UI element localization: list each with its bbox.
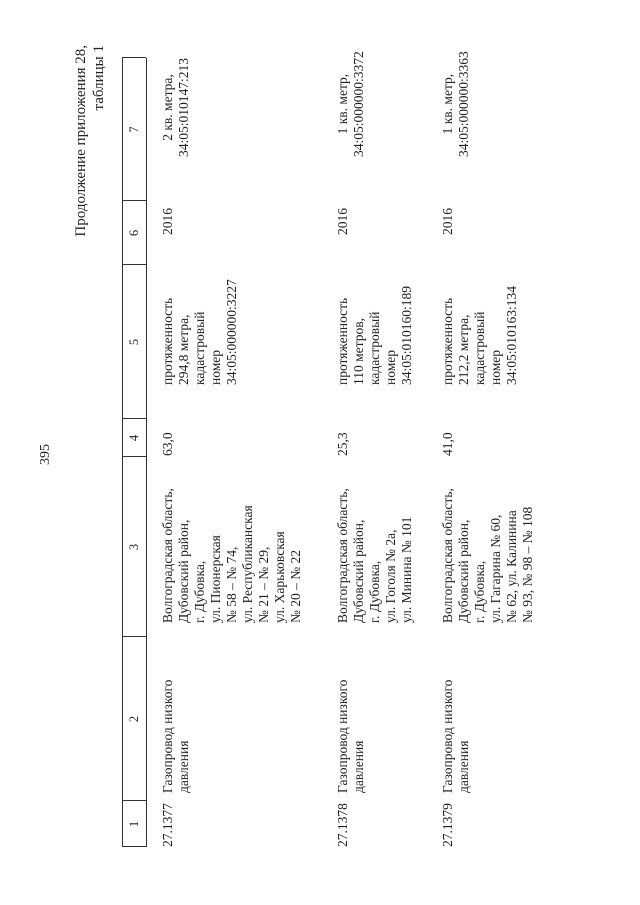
row-3-address-line: № 62, ул. Калинина: [504, 510, 519, 623]
row-1-address-line: Волгоградская область,: [160, 488, 175, 623]
row-3-desc-line: 212,2 метра,: [456, 314, 471, 385]
row-2-value: 25,3: [335, 432, 350, 456]
row-3-value: 41,0: [440, 432, 455, 456]
col-header-2: 2: [127, 715, 141, 723]
row-2-desc: [335, 286, 415, 385]
row-1-value: 63,0: [160, 432, 175, 456]
row-3-address: [440, 488, 536, 623]
row-2-address-line: Волгоградская область,: [335, 488, 350, 623]
continuation-line-1: Продолжение приложения 28,: [73, 45, 89, 237]
row-1-address-line: Дубовский район,: [176, 519, 191, 623]
row-2-address: [335, 488, 415, 623]
row-1-area-line: 2 кв. метра,: [160, 74, 175, 141]
row-3-num: 27.1379: [440, 803, 455, 847]
col-header-6: 6: [127, 229, 141, 237]
row-1-address-line: ул. Республиканская: [240, 505, 255, 623]
row-3-year: 2016: [440, 208, 455, 235]
row-2-name: Газопровод низкого давления: [335, 679, 366, 793]
row-2-area: [335, 51, 367, 157]
col-header-7: 7: [127, 126, 141, 133]
row-1-desc-line: 34:05:000000:3227: [224, 279, 239, 385]
table-top-border: [122, 58, 123, 847]
continuation-caption: [72, 45, 108, 305]
row-1-year: 2016: [160, 208, 175, 235]
row-2-year: 2016: [335, 208, 350, 235]
col-header-5: 5: [127, 338, 141, 346]
row-1-name: Газопровод низкого давления: [160, 679, 191, 793]
row-2-num: 27.1378: [335, 803, 350, 847]
row-3-desc-line: кадастровый: [472, 311, 487, 385]
row-3-name: Газопровод низкого давления: [440, 679, 471, 793]
row-2-address-line: ул. Гоголя № 2а,: [383, 529, 398, 623]
row-1-desc-line: номер: [208, 349, 223, 385]
row-1-desc: [160, 279, 240, 385]
row-1-address-line: № 20 – № 22: [288, 549, 303, 623]
row-1-area: [160, 58, 192, 157]
row-3-desc-line: 34:05:010163:134: [504, 285, 519, 385]
col-header-4: 4: [127, 434, 141, 442]
row-2-desc-line: кадастровый: [367, 311, 382, 385]
row-1-address-line: № 58 – № 74,: [224, 546, 239, 623]
row-3-desc-line: номер: [488, 349, 503, 385]
row-2-area-line: 1 кв. метр,: [335, 73, 350, 135]
row-1-address-line: г. Дубовка,: [192, 560, 207, 623]
row-2-address-line: г. Дубовка,: [367, 560, 382, 623]
row-1-desc-line: кадастровый: [192, 311, 207, 385]
row-1-desc-line: 294,8 метра,: [176, 314, 191, 385]
row-2-desc-line: 34:05:010160:189: [399, 285, 414, 385]
row-1-address-line: ул. Харьковская: [272, 531, 287, 623]
row-3-area: [440, 51, 472, 157]
row-3-area-line: 1 кв. метр,: [440, 73, 455, 135]
row-3-desc-line: протяженность: [440, 297, 455, 385]
row-2-desc-line: протяженность: [335, 297, 350, 385]
row-1-num: 27.1377: [160, 803, 175, 847]
row-1-area-line: 34:05:010147:213: [176, 57, 191, 157]
col-header-3: 3: [127, 543, 141, 551]
row-2-area-line: 34:05:000000:3372: [351, 51, 366, 157]
table-header-border: [146, 58, 147, 847]
row-3-address-line: г. Дубовка,: [472, 560, 487, 623]
row-2-desc-line: 110 метров,: [351, 318, 366, 385]
row-3-address-line: Дубовский район,: [456, 519, 471, 623]
row-3-address-line: № 93, № 98 – № 108: [520, 506, 535, 623]
continuation-line-2: таблицы 1: [91, 45, 107, 111]
row-2-desc-line: номер: [383, 349, 398, 385]
row-2-address-line: Дубовский район,: [351, 519, 366, 623]
row-1-desc-line: протяженность: [160, 297, 175, 385]
row-3-desc: [440, 286, 520, 385]
col-header-1: 1: [127, 820, 141, 828]
row-1-address: [160, 488, 304, 623]
row-2-address-line: ул. Минина № 101: [399, 516, 414, 623]
row-3-area-line: 34:05:000000:3363: [456, 51, 471, 157]
row-3-address-line: Волгоградская область,: [440, 488, 455, 623]
row-1-address-line: № 21 – № 29,: [256, 546, 271, 623]
page-number: 395: [38, 444, 53, 465]
row-1-address-line: ул. Пионерская: [208, 535, 223, 623]
row-3-address-line: ул. Гагарина № 60,: [488, 514, 503, 623]
